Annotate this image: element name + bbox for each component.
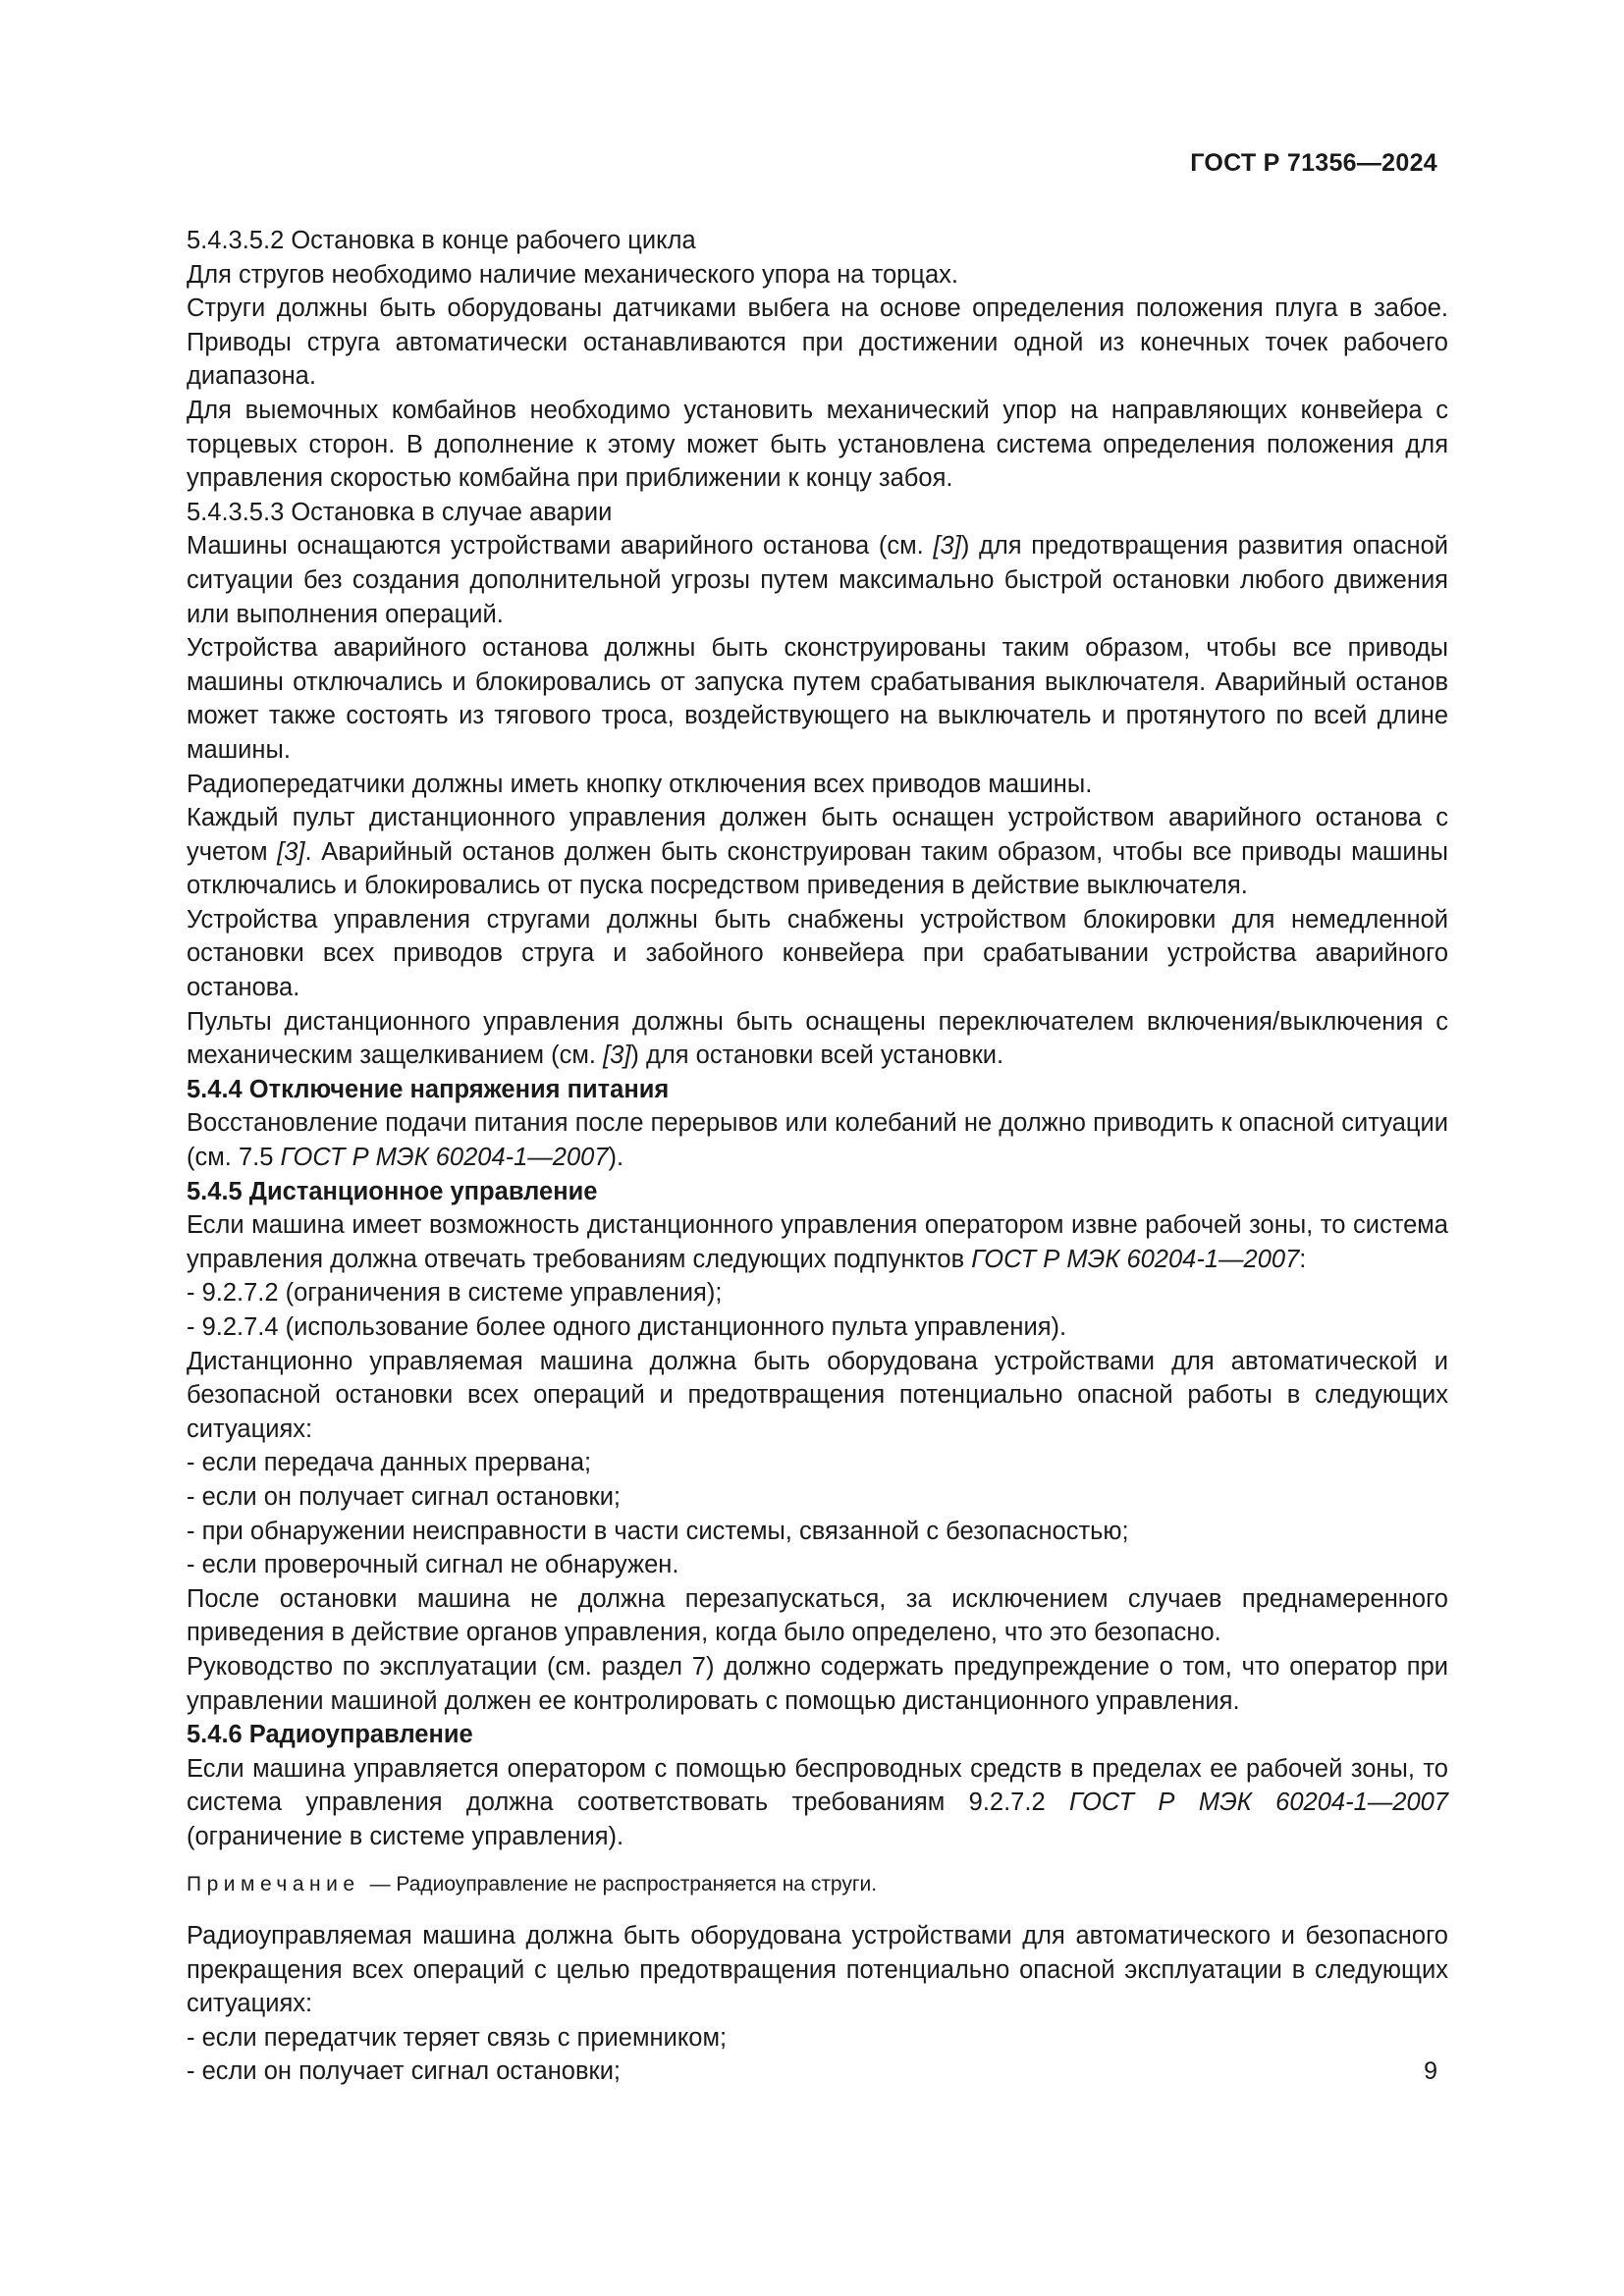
paragraph: Устройства аварийного останова должны быть сконструированы таким образом, чтобы все приводы машины отключались и блокировались от запуска путем срабатывания выключателя. Аварийный останов может также состоять из тягового троса, воздействующего на выключатель и протянутого по всей длине машины.	[187, 634, 1448, 764]
paragraph: Для выемочных комбайнов необходимо установить механический упор на направляющих конвейера с торцевых сторон. В дополнение к этому может быть установлена система определения положения для управления скоростью комбайна при приближении к концу забоя.	[187, 396, 1448, 493]
paragraph: Дистанционно управляемая машина должна быть оборудована устройствами для автоматической и безопасной остановки всех операций и предотвращения потенциально опасной работы в следующих ситуациях:	[187, 1347, 1448, 1443]
paragraph: Руководство по эксплуатации (см. раздел 7) должно содержать предупреждение о том, что оператор при управлении машиной должен ее контролировать с помощью дистанционного управления.	[187, 1652, 1448, 1715]
reference: [3]	[603, 1041, 631, 1070]
paragraph	[187, 1005, 1448, 1073]
text-run: (ограничение в системе управления).	[187, 1822, 624, 1850]
list-item: - при обнаружении неисправности в части системы, связанной с безопасностью;	[187, 1517, 1129, 1545]
paragraph	[187, 801, 1448, 903]
text-run: :	[1299, 1245, 1307, 1273]
text-run: Пульты дистанционного управления должны быть оснащены переключателем включения/выключения с механическим защелкиванием (см.	[187, 1007, 1448, 1070]
reference: [3]	[277, 837, 305, 866]
paragraph: 5.4.3.5.3 Остановка в случае аварии	[187, 498, 613, 526]
list-item: - 9.2.7.2 (ограничения в системе управления);	[187, 1279, 723, 1308]
text-run: ) для предотвращения развития опасной ситуации без создания дополнительной угрозы путем максимально быстрой остановки любого движения или выполнения операций.	[187, 532, 1449, 628]
list-item: - если проверочный сигнал не обнаружен.	[187, 1551, 679, 1579]
reference: [3]	[933, 532, 961, 561]
section-heading: 5.4.5 Дистанционное управление	[187, 1177, 598, 1205]
text-run: ).	[608, 1144, 624, 1172]
text-run: Если машина управляется оператором с помощью беспроводных средств в пределах ее рабочей зоны, то система управления должна соответствовать требованиям 9.2.7.2	[187, 1754, 1448, 1817]
text-run: Если машина имеет возможность дистанционного управления оператором извне рабочей зоны, то система управления должна отвечать требованиям следующих подпунктов	[187, 1211, 1448, 1273]
reference: ГОСТ Р МЭК 60204-1—2007	[971, 1245, 1300, 1273]
paragraph: После остановки машина не должна перезапускаться, за исключением случаев преднамеренного приведения в действие органов управления, когда было определено, что это безопасно.	[187, 1584, 1448, 1647]
list-item: - если передатчик теряет связь с приемником;	[187, 2023, 728, 2052]
list-item: - если он получает сигнал остановки;	[187, 1482, 622, 1511]
paragraph: Устройства управления стругами должны быть снабжены устройством блокировки для немедленной остановки всех приводов струга и забойного конвейера при срабатывании устройства аварийного останова.	[187, 905, 1448, 1002]
paragraph	[187, 1752, 1448, 1854]
paragraph: Радиопередатчики должны иметь кнопку отключения всех приводов машины.	[187, 770, 1093, 798]
reference: ГОСТ Р МЭК 60204-1—2007	[280, 1144, 609, 1172]
paragraph	[187, 1208, 1448, 1276]
paragraph	[187, 1106, 1448, 1174]
text-run: Восстановление подачи питания после перерывов или колебаний не должно приводить к опасной ситуации (см. 7.5	[187, 1109, 1448, 1172]
document-body	[187, 224, 1448, 2089]
list-item: - если передача данных прервана;	[187, 1449, 592, 1477]
list-item: - если он получает сигнал остановки;	[187, 2057, 622, 2086]
document-id-header: ГОСТ Р 71356—2024	[1190, 149, 1437, 177]
paragraph	[187, 529, 1448, 631]
paragraph: 5.4.3.5.2 Остановка в конце рабочего цикла	[187, 227, 696, 254]
note	[187, 1868, 1448, 1902]
page-number: 9	[1424, 2057, 1437, 2085]
text-run: Каждый пульт дистанционного управления должен быть оснащен устройством аварийного останова с учетом	[187, 804, 1448, 866]
section-heading: 5.4.4 Отключение напряжения питания	[187, 1075, 670, 1103]
text-run: ) для остановки всей установки.	[630, 1041, 1004, 1070]
reference: ГОСТ Р МЭК 60204-1—2007	[1069, 1789, 1448, 1817]
paragraph: Струги должны быть оборудованы датчиками выбега на основе определения положения плуга в забое. Приводы струга автоматически останавливаются при достижении одной из конечных точек рабочего диапазона.	[187, 294, 1448, 391]
paragraph: Радиоуправляемая машина должна быть оборудована устройствами для автоматического и безопасного прекращения всех операций с целью предотвращения потенциально опасной эксплуатации в следующих ситуациях:	[187, 1922, 1448, 2018]
paragraph: Для стругов необходимо наличие механического упора на торцах.	[187, 260, 958, 289]
text-run: . Аварийный останов должен быть сконструирован таким образом, чтобы все приводы машины отключались и блокировались от пуска посредством приведения в действие выключателя.	[187, 837, 1449, 900]
text-run: Машины оснащаются устройствами аварийного останова (см.	[187, 532, 934, 561]
list-item: - 9.2.7.4 (использование более одного дистанционного пульта управления).	[187, 1313, 1067, 1341]
note-text: — Радиоуправление не распространяется на струги.	[369, 1872, 878, 1896]
section-heading: 5.4.6 Радиоуправление	[187, 1721, 473, 1749]
note-label: Примечание	[187, 1872, 360, 1896]
